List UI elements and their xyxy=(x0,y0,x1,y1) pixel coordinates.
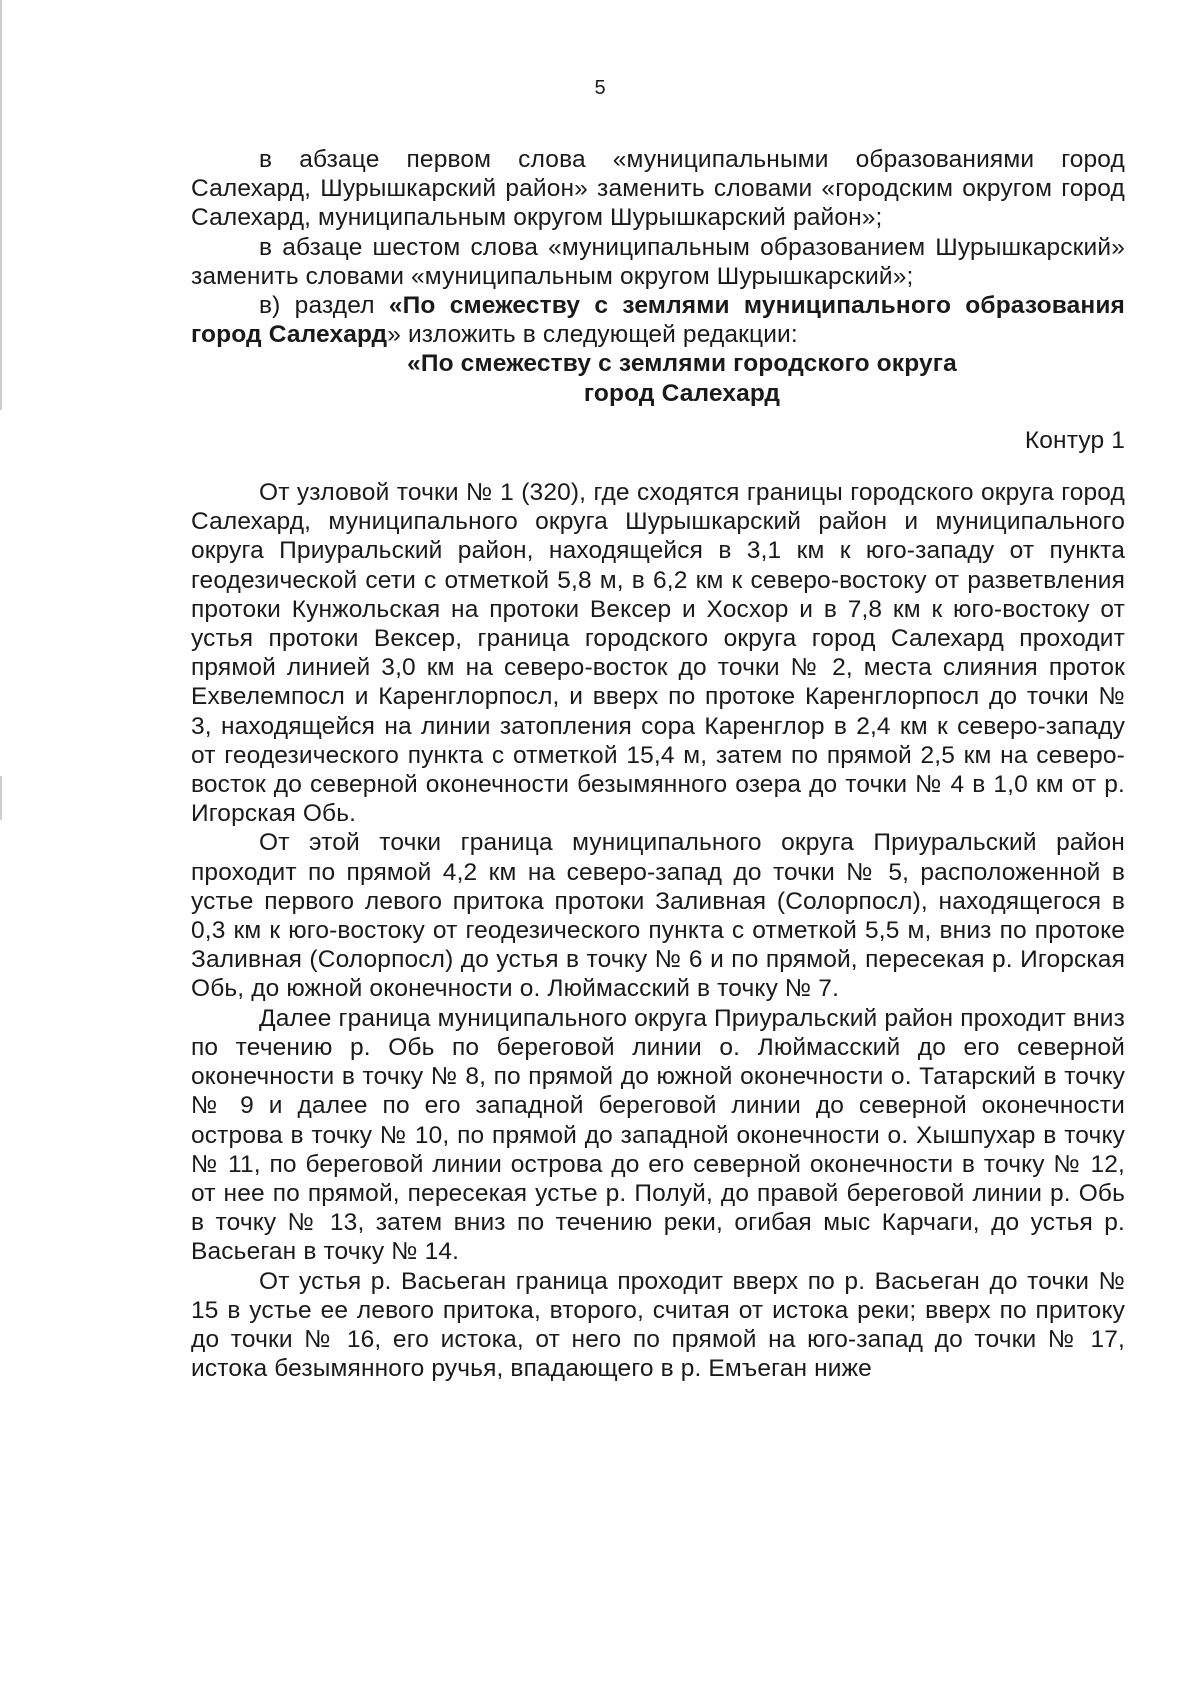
paragraph-boundary-point-15: От устья р. Васьеган граница проходит вверх по р. Васьеган до точки № 15 в устье ее левого притока, второго, считая от истока реки; вверх по притоку до точки № 16, его истока, от него по прямой на юго-запад до точки № 17, истока безымянного ручья, впадающего в р. Емъеган ниже xyxy=(191,1267,1125,1383)
contour-label: Контур 1 xyxy=(1024,426,1125,454)
section-replacement-tail: » изложить в следующей редакции: xyxy=(387,321,798,349)
paragraph-amendment-sixth-abzac: в абзаце шестом слова «муниципальным образованием Шурышкарский» заменить словами «муниципальным округом Шурышкарский»; xyxy=(191,233,1125,290)
section-replacement-title: «По смежеству с землями муниципального образования город Салехард xyxy=(191,292,1125,349)
section-heading-line-2: город Салехард xyxy=(583,379,781,407)
paragraph-section-replacement xyxy=(191,291,1125,349)
paragraph-boundary-point-8: Далее граница муниципального округа Приуральский район проходит вниз по течению р. Обь по береговой линии о. Люймасский до его северной оконечности в точку № 8, по прямой до южной оконечности о. Татарский в точку № 9 и далее по его западной береговой линии до северной оконечности острова в точку № 10, по прямой до западной оконечности о. Хышпухар в точку № 11, по береговой линии острова до его северной оконечности в точку № 12, от нее по прямой, пересекая устье р. Полуй, до правой береговой линии р. Обь в точку № 13, затем вниз по течению реки, огибая мыс Карчаги, до устья р. Васьеган в точку № 14. xyxy=(191,1004,1125,1266)
paragraph-boundary-point-1: От узловой точки № 1 (320), где сходятся границы городского округа город Салехард, муниципального округа Шурышкарский район и муниципального округа Приуральский район, находящейся в 3,1 км к юго-западу от пункта геодезической сети с отметкой 5,8 м, в 6,2 км к северо-востоку от разветвления протоки Кунжольская на протоки Вексер и Хосхор и в 7,8 км к юго-востоку от устья протоки Вексер, граница городского округа город Салехард проходит прямой линией 3,0 км на северо-восток до точки № 2, места слияния проток Ехвелемпосл и Каренглорпосл, и вверх по протоке Каренглорпосл до точки № 3, находящейся на линии затопления сора Каренглор в 2,4 км к северо-западу от геодезического пункта с отметкой 15,4 м, затем по прямой 2,5 км на северо-восток до северной оконечности безымянного озера до точки № 4 в 1,0 км от р. Игорская Обь. xyxy=(191,479,1125,828)
section-heading-line-1: «По смежеству с землями городского округа xyxy=(407,350,957,378)
scan-edge-mark xyxy=(0,776,2,820)
paragraph-amendment-first-abzac: в абзаце первом слова «муниципальными образованиями город Салехард, Шурышкарский район» заменить словами «городским округом город Салехард, муниципальным округом Шурышкарский район»; xyxy=(191,146,1125,232)
scan-edge-mark xyxy=(0,0,2,410)
document-body xyxy=(191,145,1125,1383)
page-number: 5 xyxy=(594,77,606,99)
paragraph-boundary-point-5: От этой точки граница муниципального округа Приуральский район проходит по прямой 4,2 км на северо-запад до точки № 5, расположенной в устье первого левого притока протоки Заливная (Солорпосл), находящегося в 0,3 км к юго-востоку от геодезического пункта с отметкой 5,5 м, вниз по протоке Заливная (Солорпосл) до устья в точку № 6 и по прямой, пересекая р. Игорская Обь, до южной оконечности о. Люймасский в точку № 7. xyxy=(191,829,1125,1003)
section-replacement-lead: в) раздел xyxy=(259,292,389,320)
